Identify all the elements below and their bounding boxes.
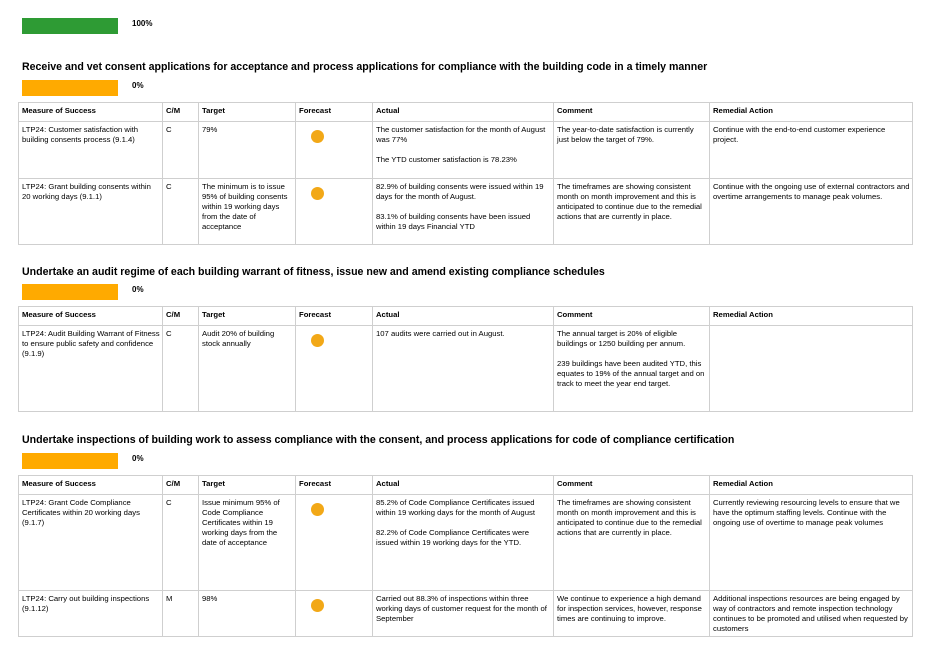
comment-line: We continue to experience a high demand for inspection services, however, response times are continuing to improve. [557,594,702,623]
col-cm: C/M [163,103,199,122]
col-cm: C/M [163,307,199,326]
comment-cell [554,591,710,637]
forecast-cell [296,326,373,412]
amber-circle-icon [311,334,324,347]
measure-cell: LTP24: Grant building consents within 20 working days (9.1.1) [19,179,163,245]
forecast-cell [296,122,373,179]
col-actual: Actual [373,103,554,122]
cm-cell: C [163,122,199,179]
comment-cell [554,326,710,412]
actual-cell [373,326,554,412]
actual-line: Carried out 88.3% of inspections within three working days of customer request for the month of September [376,594,547,623]
actual-cell [373,495,554,591]
table-row [19,591,913,637]
col-measure: Measure of Success [19,103,163,122]
actual-line: 82.9% of building consents were issued within 19 days for the month of August. [376,182,544,201]
col-comment: Comment [554,476,710,495]
col-actual: Actual [373,476,554,495]
table-row [19,122,913,179]
comment-line: The timeframes are showing consistent month on month improvement and this is anticipated to continue due to the remedial actions that are currently in place. [557,498,702,537]
table-header-row [19,476,913,495]
col-cm: C/M [163,476,199,495]
target-cell: The minimum is to issue 95% of building consents within 19 working days from the date of acceptance [199,179,296,245]
actual-line: 83.1% of building consents have been issued within 19 days Financial YTD [376,212,531,231]
section-progress-label: 0% [132,285,144,294]
amber-circle-icon [311,187,324,200]
measure-cell: LTP24: Audit Building Warrant of Fitness to ensure public safety and confidence (9.1.9) [19,326,163,412]
col-actual: Actual [373,307,554,326]
section-progress-label: 0% [132,454,144,463]
remedial-cell: Currently reviewing resourcing levels to ensure that we have the optimum staffing levels. Continue with the ongoing use of overtime to manage peak volumes [710,495,913,591]
comment-line: The year-to-date satisfaction is currently just below the target of 79%. [557,125,694,144]
col-remedial: Remedial Action [710,103,913,122]
actual-cell [373,591,554,637]
forecast-cell [296,179,373,245]
target-cell: Issue minimum 95% of Code Compliance Certificates within 19 working days from the date of acceptance [199,495,296,591]
table-header-row [19,103,913,122]
actual-line: 107 audits were carried out in August. [376,329,505,338]
section-progress-label: 0% [132,81,144,90]
section-heading-inspections: Undertake inspections of building work to assess compliance with the consent, and process applications for code of compliance certification [22,434,735,446]
inspections-table [18,475,913,637]
cm-cell: C [163,326,199,412]
amber-circle-icon [311,599,324,612]
actual-cell [373,122,554,179]
actual-cell [373,179,554,245]
table-row [19,495,913,591]
forecast-cell [296,591,373,637]
cm-cell: C [163,179,199,245]
forecast-cell [296,495,373,591]
target-cell: 98% [199,591,296,637]
section-progress-bar [22,453,118,469]
comment-line: The annual target is 20% of eligible buildings or 1250 building per annum. [557,329,686,348]
measure-cell: LTP24: Customer satisfaction with building consents process (9.1.4) [19,122,163,179]
col-forecast: Forecast [296,103,373,122]
overall-progress-label: 100% [132,19,153,28]
comment-cell [554,179,710,245]
section-heading-warrant: Undertake an audit regime of each building warrant of fitness, issue new and amend existing compliance schedules [22,266,605,278]
col-target: Target [199,307,296,326]
overall-progress-bar [22,18,118,34]
col-forecast: Forecast [296,307,373,326]
target-cell: Audit 20% of building stock annually [199,326,296,412]
col-measure: Measure of Success [19,476,163,495]
section-heading-consents: Receive and vet consent applications for acceptance and process applications for compliance with the building code in a timely manner [22,61,708,73]
remedial-cell: Continue with the ongoing use of external contractors and overtime arrangements to manage peak volumes. [710,179,913,245]
target-cell: 79% [199,122,296,179]
consents-table [18,102,913,245]
amber-circle-icon [311,503,324,516]
comment-cell [554,495,710,591]
comment-line: 239 buildings have been audited YTD, this equates to 19% of the annual target and on track to meet the year end target. [557,359,705,388]
actual-line: 85.2% of Code Compliance Certificates issued within 19 working days for the month of August [376,498,535,517]
remedial-cell: Additional inspections resources are being engaged by way of contractors and remote inspection technology continues to be promoted and utilised when requested by customers [710,591,913,637]
col-target: Target [199,476,296,495]
actual-line: 82.2% of Code Compliance Certificates were issued within 19 working days for the YTD. [376,528,529,547]
comment-cell [554,122,710,179]
comment-line: The timeframes are showing consistent month on month improvement and this is anticipated to continue due to the remedial actions that are currently in place. [557,182,702,221]
col-remedial: Remedial Action [710,476,913,495]
col-forecast: Forecast [296,476,373,495]
col-comment: Comment [554,103,710,122]
table-header-row [19,307,913,326]
cm-cell: C [163,495,199,591]
actual-line: The YTD customer satisfaction is 78.23% [376,155,517,164]
col-remedial: Remedial Action [710,307,913,326]
col-comment: Comment [554,307,710,326]
remedial-cell [710,326,913,412]
table-row [19,179,913,245]
section-progress-bar [22,80,118,96]
warrant-table [18,306,913,412]
table-row [19,326,913,412]
measure-cell: LTP24: Grant Code Compliance Certificates within 20 working days (9.1.7) [19,495,163,591]
section-progress-bar [22,284,118,300]
measure-cell: LTP24: Carry out building inspections (9.1.12) [19,591,163,637]
remedial-cell: Continue with the end-to-end customer experience project. [710,122,913,179]
actual-line: The customer satisfaction for the month of August was 77% [376,125,546,144]
amber-circle-icon [311,130,324,143]
col-measure: Measure of Success [19,307,163,326]
cm-cell: M [163,591,199,637]
col-target: Target [199,103,296,122]
